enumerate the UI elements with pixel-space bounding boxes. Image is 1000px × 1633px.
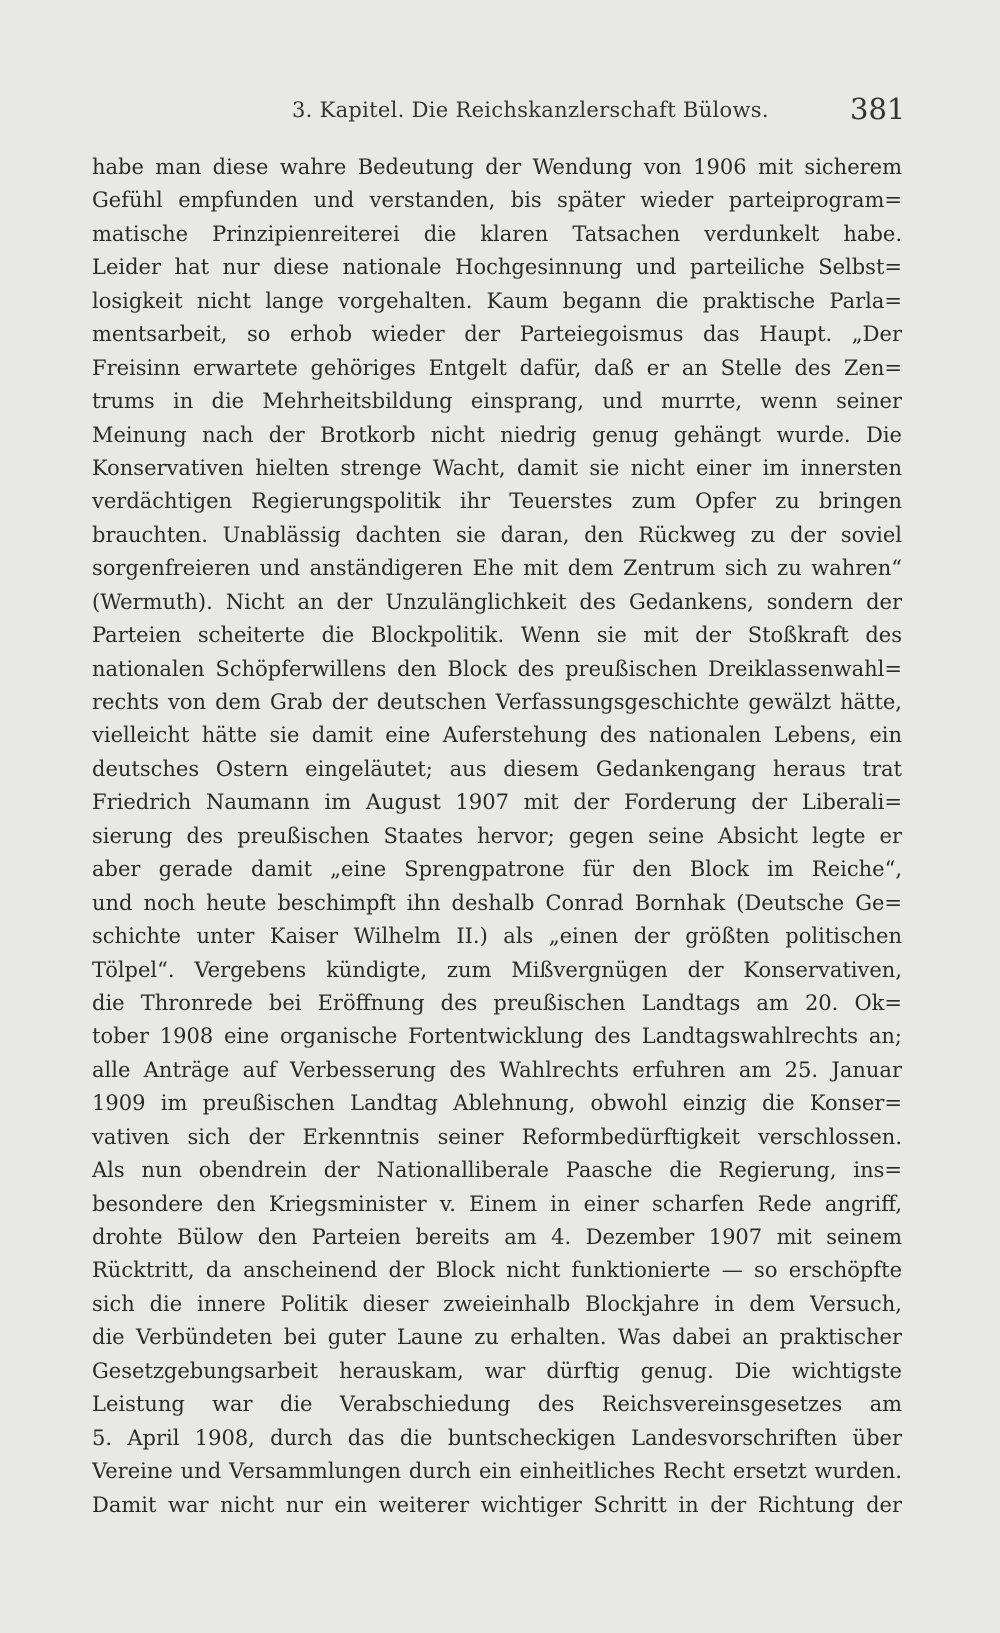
- text-line: Parteien scheiterte die Blockpolitik. Wenn sie mit der Stoßkraft des: [92, 623, 902, 648]
- text-line: sich die innere Politik dieser zweieinhalb Blockjahre in dem Versuch,: [92, 1291, 902, 1316]
- text-line: Meinung nach der Brotkorb nicht niedrig genug gehängt wurde. Die: [92, 422, 902, 447]
- text-line: deutsches Ostern eingeläutet; aus diesem Gedankengang heraus trat: [92, 756, 902, 781]
- text-line: nationalen Schöpferwillens den Block des preußischen Dreiklassenwahl=: [92, 656, 902, 681]
- text-line: Leider hat nur diese nationale Hochgesinnung und parteiliche Selbst=: [92, 255, 902, 280]
- text-line: Konservativen hielten strenge Wacht, damit sie nicht einer im innersten: [92, 455, 902, 480]
- text-line: matische Prinzipienreiterei die klaren Tatsachen verdunkelt habe.: [92, 221, 902, 246]
- page-number: 381: [850, 92, 906, 126]
- text-line: tober 1908 eine organische Fortentwicklung des Landtagswahlrechts an;: [92, 1024, 902, 1049]
- text-line: Rücktritt, da anscheinend der Block nicht funktionierte — so erschöpfte: [92, 1258, 902, 1283]
- text-line: schichte unter Kaiser Wilhelm II.) als „einen der größten politischen: [92, 924, 902, 949]
- running-head: [0, 92, 1000, 132]
- text-line: vativen sich der Erkenntnis seiner Reformbedürftigkeit verschlossen.: [92, 1124, 902, 1149]
- text-line: die Verbündeten bei guter Laune zu erhalten. Was dabei an praktischer: [92, 1325, 902, 1350]
- text-line: und noch heute beschimpft ihn deshalb Conrad Bornhak (Deutsche Ge=: [92, 890, 902, 915]
- text-line: Gesetzgebungsarbeit herauskam, war dürftig genug. Die wichtigste: [92, 1358, 902, 1383]
- text-line: brauchten. Unablässig dachten sie daran, den Rückweg zu der soviel: [92, 522, 902, 547]
- text-line: trums in die Mehrheitsbildung einsprang, und murrte, wenn seiner: [92, 389, 902, 414]
- text-line: Freisinn erwartete gehöriges Entgelt dafür, daß er an Stelle des Zen=: [92, 355, 902, 380]
- text-line: habe man diese wahre Bedeutung der Wendung von 1906 mit sicherem: [92, 155, 902, 179]
- body-text: [92, 151, 902, 1522]
- text-line: (Wermuth). Nicht an der Unzulänglichkeit des Gedankens, sondern der: [92, 589, 902, 614]
- text-line: Gefühl empfunden und verstanden, bis später wieder parteiprogram=: [92, 188, 902, 213]
- text-line: drohte Bülow den Parteien bereits am 4. Dezember 1907 mit seinem: [92, 1225, 902, 1249]
- text-line: alle Anträge auf Verbesserung des Wahlrechts erfuhren am 25. Januar: [92, 1057, 902, 1082]
- text-line: aber gerade damit „eine Sprengpatrone für den Block im Reiche“,: [92, 857, 902, 882]
- text-line: Tölpel“. Vergebens kündigte, zum Mißvergnügen der Konservativen,: [92, 957, 902, 982]
- running-title: 3. Kapitel. Die Reichskanzlerschaft Bülows.: [292, 98, 769, 122]
- text-line: Vereine und Versammlungen durch ein einheitliches Recht ersetzt wurden.: [92, 1459, 902, 1484]
- text-line: 5. April 1908, durch das die buntscheckigen Landesvorschriften über: [92, 1425, 902, 1450]
- text-line: 1909 im preußischen Landtag Ablehnung, obwohl einzig die Konser=: [92, 1091, 902, 1116]
- text-line: Als nun obendrein der Nationalliberale Paasche die Regierung, ins=: [92, 1158, 902, 1183]
- text-line: Leistung war die Verabschiedung des Reichsvereinsgesetzes am: [92, 1392, 902, 1417]
- text-line: Friedrich Naumann im August 1907 mit der Forderung der Liberali=: [92, 790, 902, 815]
- text-line: Damit war nicht nur ein weiterer wichtiger Schritt in der Richtung der: [92, 1492, 902, 1517]
- text-line: vielleicht hätte sie damit eine Auferstehung des nationalen Lebens, ein: [92, 723, 902, 748]
- text-line: mentsarbeit, so erhob wieder der Parteiegoismus das Haupt. „Der: [92, 322, 902, 347]
- text-line: verdächtigen Regierungspolitik ihr Teuerstes zum Opfer zu bringen: [92, 489, 902, 514]
- text-line: losigkeit nicht lange vorgehalten. Kaum begann die praktische Parla=: [92, 288, 902, 313]
- text-line: besondere den Kriegsminister v. Einem in einer scharfen Rede angriff,: [92, 1191, 902, 1216]
- text-line: sorgenfreieren und anständigeren Ehe mit dem Zentrum sich zu wahren“: [92, 556, 902, 581]
- text-line: sierung des preußischen Staates hervor; gegen seine Absicht legte er: [92, 823, 902, 848]
- text-line: die Thronrede bei Eröffnung des preußischen Landtags am 20. Ok=: [92, 990, 902, 1015]
- text-line: rechts von dem Grab der deutschen Verfassungsgeschichte gewälzt hätte,: [92, 690, 902, 714]
